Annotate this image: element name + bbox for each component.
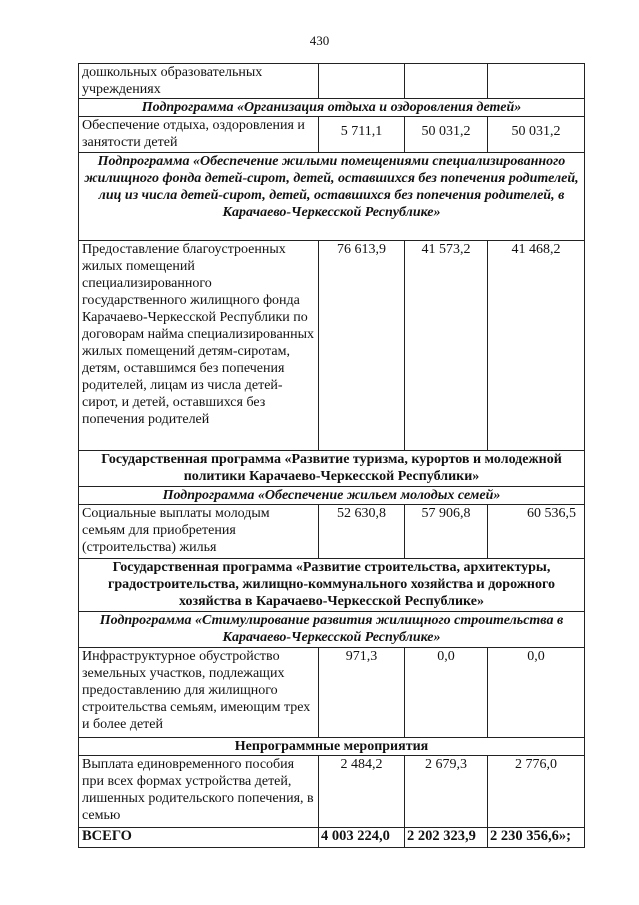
row-name: Выплата единовременного пособия при всех формах устройства детей, лишенных родительского попечения, в семью xyxy=(79,756,319,828)
total-year3: 2 230 356,6»; xyxy=(488,828,585,848)
table-row xyxy=(79,64,585,99)
table-row xyxy=(79,505,585,559)
value-year2 xyxy=(405,64,488,99)
subprogram-title: Подпрограмма «Организация отдыха и оздоровления детей» xyxy=(79,99,585,117)
program-row xyxy=(79,451,585,487)
value-year3: 0,0 xyxy=(488,648,585,738)
subprogram-row xyxy=(79,153,585,241)
value-year3: 50 031,2 xyxy=(488,117,585,153)
table-row xyxy=(79,117,585,153)
value-year1: 5 711,1 xyxy=(319,117,405,153)
budget-table xyxy=(78,63,585,848)
value-year1: 52 630,8 xyxy=(319,505,405,559)
table-row xyxy=(79,756,585,828)
total-year2: 2 202 323,9 xyxy=(405,828,488,848)
subprogram-title: Подпрограмма «Стимулирование развития жилищного строительства в Карачаево-Черкесской Республике» xyxy=(79,612,585,648)
page-number: 430 xyxy=(309,33,330,48)
total-label: ВСЕГО xyxy=(79,828,319,848)
row-name: дошкольных образовательных учреждениях xyxy=(79,64,319,99)
value-year3: 41 468,2 xyxy=(488,241,585,451)
value-year3: 60 536,5 xyxy=(488,505,585,559)
value-year2: 57 906,8 xyxy=(405,505,488,559)
value-year1: 971,3 xyxy=(319,648,405,738)
program-title: Государственная программа «Развитие туризма, курортов и молодежной политики Карачаево-Черкесской Республики» xyxy=(79,451,585,487)
value-year3: 2 776,0 xyxy=(488,756,585,828)
row-name: Обеспечение отдыха, оздоровления и занятости детей xyxy=(79,117,319,153)
program-row xyxy=(79,559,585,612)
value-year1: 2 484,2 xyxy=(319,756,405,828)
program-title: Государственная программа «Развитие строительства, архитектуры, градостроительства, жилищно-коммунального хозяйства и дорожного хозяйства в Карачаево-Черкесской Республике» xyxy=(79,559,585,612)
value-year2: 0,0 xyxy=(405,648,488,738)
value-year2: 41 573,2 xyxy=(405,241,488,451)
total-row xyxy=(79,828,585,848)
program-title: Непрограммные мероприятия xyxy=(79,738,585,756)
total-year1: 4 003 224,0 xyxy=(319,828,405,848)
subprogram-row xyxy=(79,612,585,648)
value-year2: 2 679,3 xyxy=(405,756,488,828)
table-row xyxy=(79,648,585,738)
value-year2: 50 031,2 xyxy=(405,117,488,153)
row-name: Предоставление благоустроенных жилых помещений специализированного государственного жилищного фонда Карачаево-Черкесской Республики по договорам найма специализированных жилых помещений детям-сиротам, детям, оставшимся без попечения родителей, лицам из числа детей-сирот, и детей, оставшихся без попечения родителей xyxy=(79,241,319,451)
row-name: Инфраструктурное обустройство земельных участков, подлежащих предоставлению для жилищного строительства семьям, имеющим трех и более детей xyxy=(79,648,319,738)
value-year1: 76 613,9 xyxy=(319,241,405,451)
subprogram-row xyxy=(79,99,585,117)
row-name: Социальные выплаты молодым семьям для приобретения (строительства) жилья xyxy=(79,505,319,559)
subprogram-title: Подпрограмма «Обеспечение жилыми помещениями специализированного жилищного фонда детей-сирот, детей, оставшихся без попечения родителей, лиц из числа детей-сирот, детей, оставшихся без попечения родителей, в Карачаево-Черкесской Республике» xyxy=(79,153,585,241)
program-row xyxy=(79,738,585,756)
subprogram-title: Подпрограмма «Обеспечение жильем молодых семей» xyxy=(79,487,585,505)
table-row xyxy=(79,241,585,451)
value-year1 xyxy=(319,64,405,99)
subprogram-row xyxy=(79,487,585,505)
value-year3 xyxy=(488,64,585,99)
